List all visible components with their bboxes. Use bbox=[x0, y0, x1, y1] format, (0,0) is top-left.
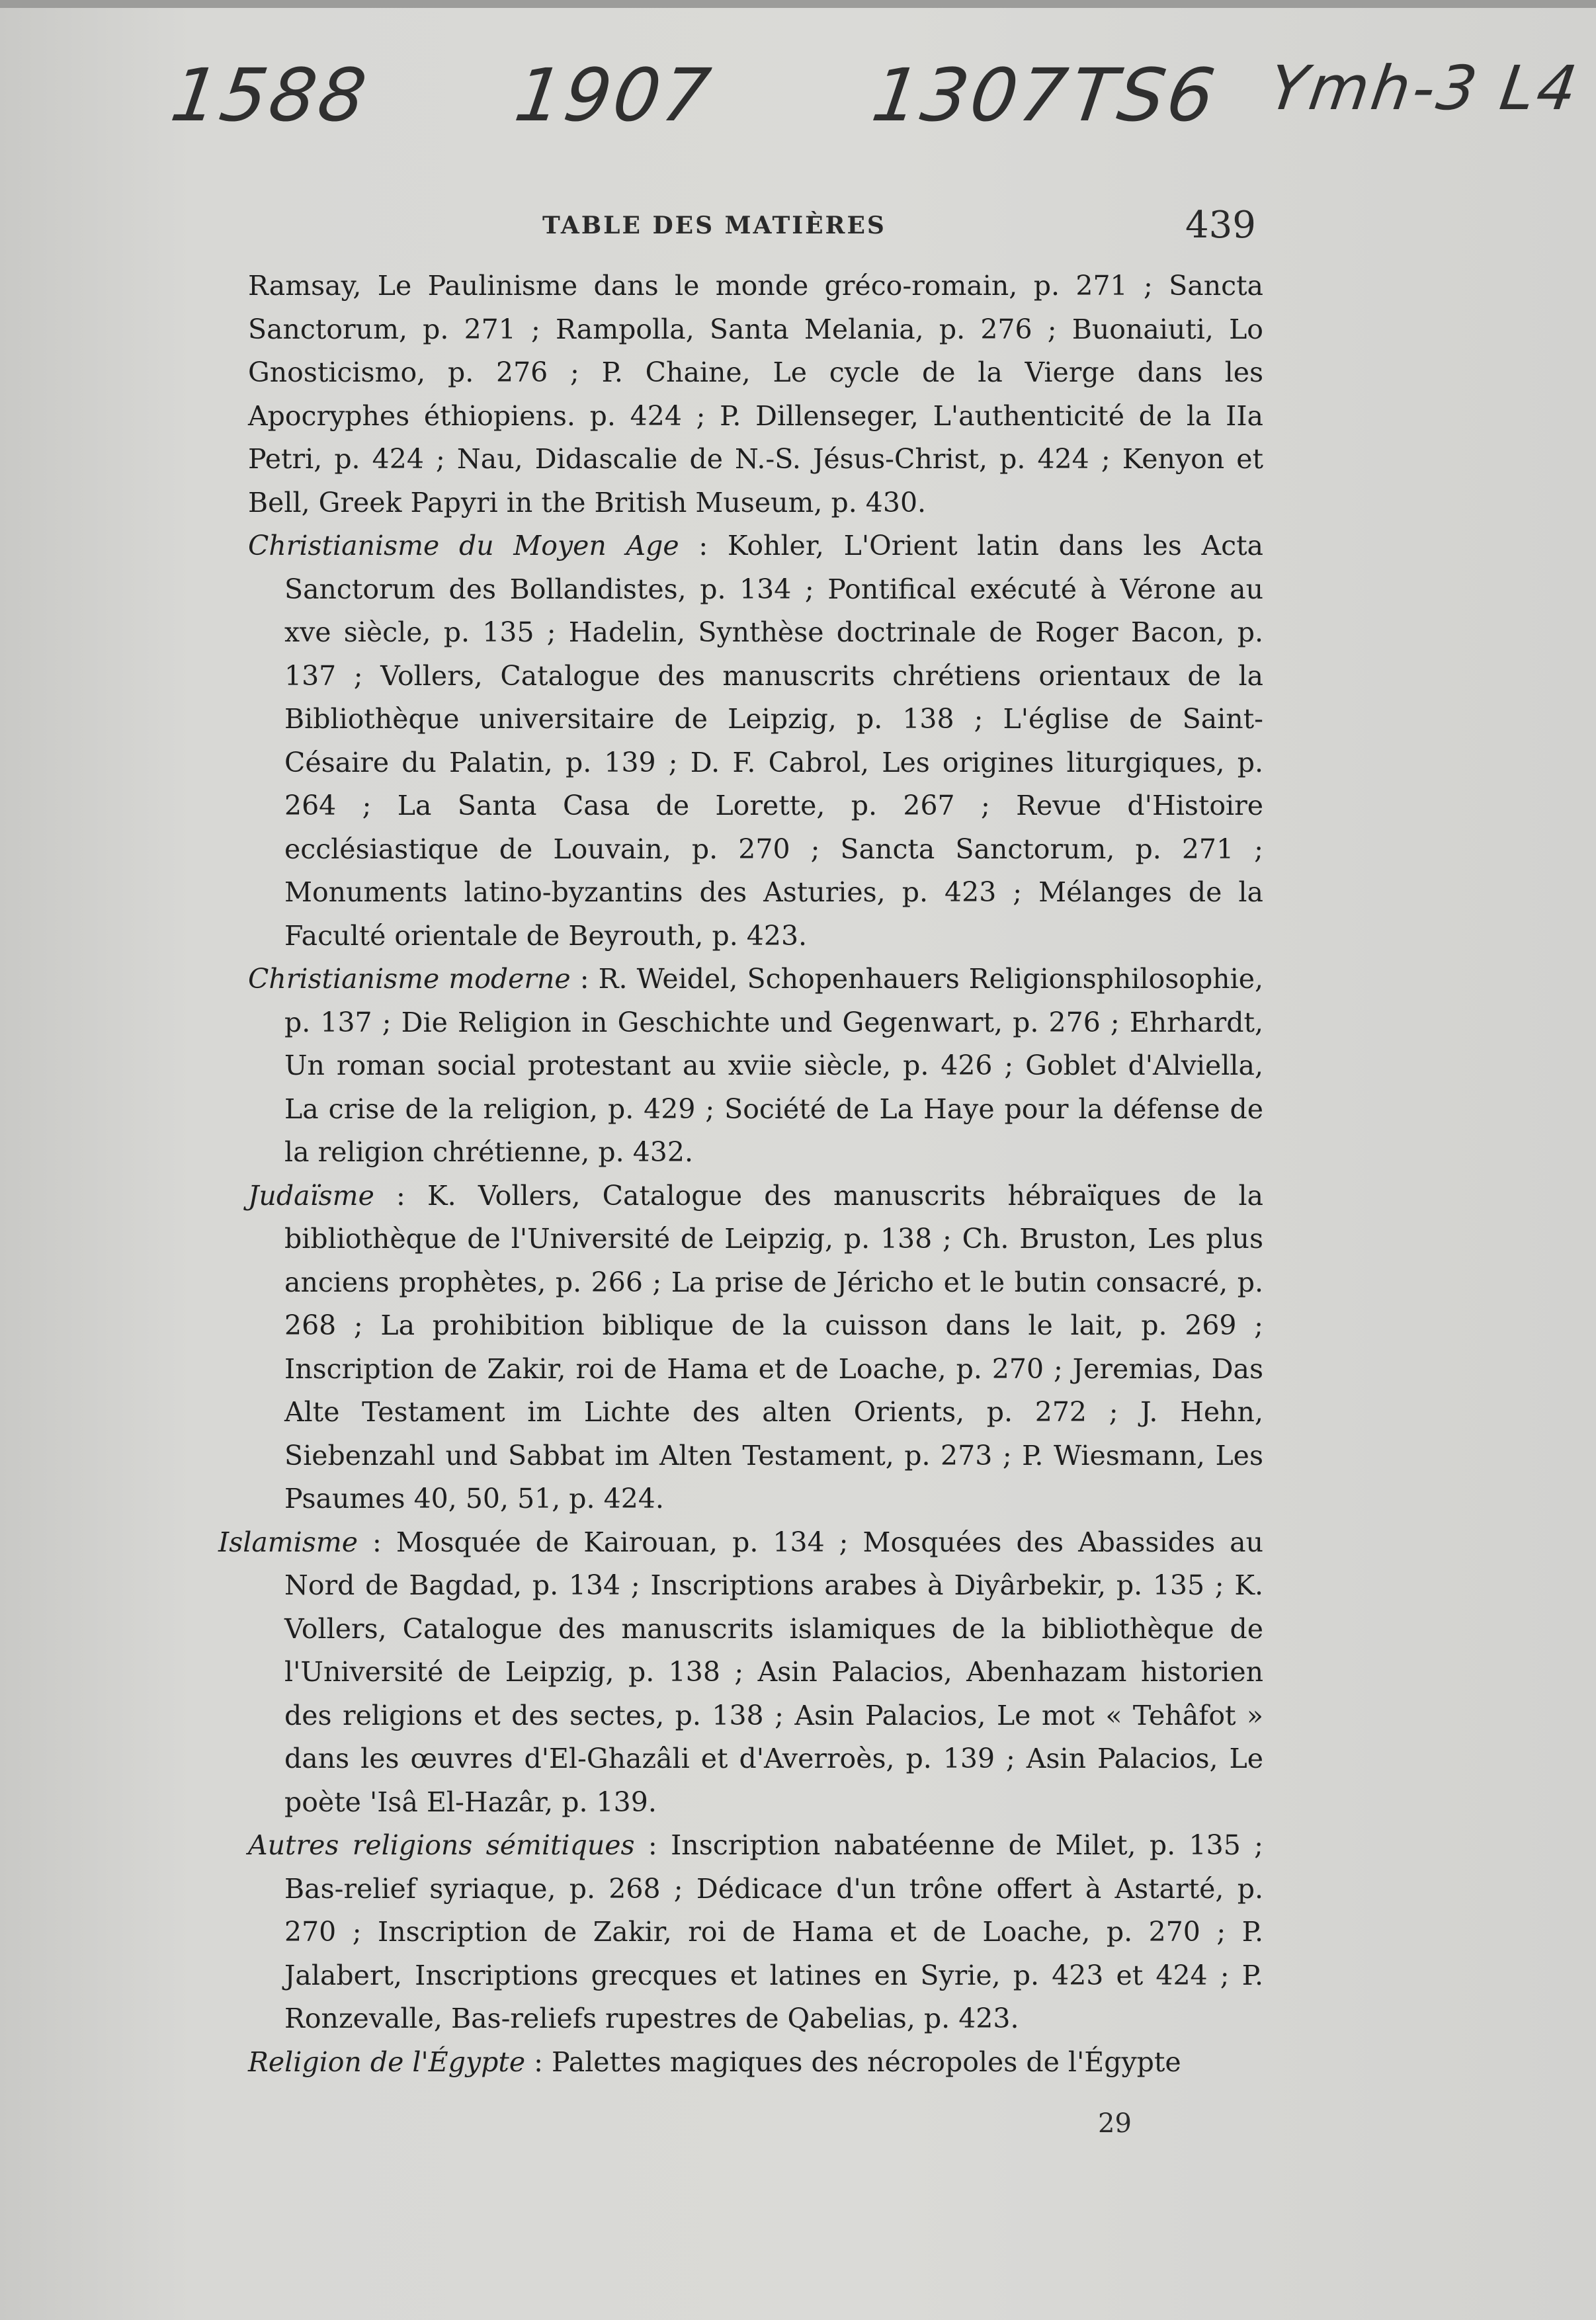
page-number: 439 bbox=[1185, 204, 1256, 247]
toc-entry-islamisme bbox=[218, 1521, 1263, 1825]
entry-text: : K. Vollers, Catalogue des manuscrits hébraïques de la bibliothèque de l'Université de Leipzig, p. 138 ; Ch. Bruston, Les plus anciens prophètes, p. 266 ; La prise de Jéricho et le butin consacré, p. 268 ; La prohibition biblique de la cuisson dans le lait, p. 269 ; Inscription de Zakir, roi de Hama et de Loache, p. 270 ; Jeremias, Das Alte Testament im Lichte des alten Orients, p. 272 ; J. Hehn, Siebenzahl und Sabbat im Alten Testament, p. 273 ; P. Wiesmann, Les Psaumes 40, 50, 51, p. 424. bbox=[284, 1179, 1263, 1514]
entry-label: Judaïsme bbox=[248, 1179, 374, 1212]
toc-entry-judaisme bbox=[248, 1175, 1263, 1521]
entry-text: : Inscription nabatéenne de Milet, p. 135 ; Bas-relief syriaque, p. 268 ; Dédicace d'un trône offert à Astarté, p. 270 ; Inscription de Zakir, roi de Hama et de Loache, p. 270 ; P. Jalabert, Inscriptions grecques et latines en Syrie, p. 423 et 424 ; P. Ronzevalle, Bas-reliefs rupestres de Qabelias, p. 423. bbox=[284, 1829, 1263, 2034]
entry-label: Christianisme du Moyen Age bbox=[248, 530, 679, 561]
entry-text: : R. Weidel, Schopenhauers Religionsphilosophie, p. 137 ; Die Religion in Geschichte und Gegenwart, p. 276 ; Ehrhardt, Un roman social protestant au xviie siècle, p. 426 ; Goblet d'Alviella, La crise de la religion, p. 429 ; Société de La Haye pour la défense de la religion chrétienne, p. 432. bbox=[284, 963, 1263, 1168]
entry-text: Ramsay, Le Paulinisme dans le monde gréco-romain, p. 271 ; Sancta Sanctorum, p. 271 ; Rampolla, Santa Melania, p. 276 ; Buonaiuti, Lo Gnosticismo, p. 276 ; P. Chaine, Le cycle de la Vierge dans les Apocryphes éthiopiens. p. 424 ; P. Dillenseger, L'authenticité de la IIa Petri, p. 424 ; Nau, Didascalie de N.-S. Jésus-Christ, p. 424 ; Kenyon et Bell, Greek Papyri in the British Museum, p. 430. bbox=[248, 270, 1263, 518]
running-title: TABLE DES MATIÈRES bbox=[542, 212, 886, 239]
handwritten-note-1: 1588 bbox=[166, 53, 374, 138]
entry-label: Autres religions sémitiques bbox=[248, 1829, 635, 1861]
signature-mark: 29 bbox=[1098, 2108, 1132, 2139]
handwritten-note-3: 1307 bbox=[867, 53, 1075, 138]
entry-text: : Palettes magiques des nécropoles de l'Égypte bbox=[525, 2046, 1181, 2078]
toc-entry-religion-egypte bbox=[248, 2041, 1263, 2085]
handwritten-note-2: 1907 bbox=[510, 53, 718, 138]
toc-entry-christianisme-moderne bbox=[248, 958, 1263, 1175]
entry-label: Islamisme bbox=[218, 1526, 358, 1558]
entry-label: Religion de l'Égypte bbox=[248, 2046, 526, 2078]
handwritten-note-5: Ymh-3 L4 bbox=[1265, 53, 1584, 124]
entry-text: : Mosquée de Kairouan, p. 134 ; Mosquées des Abassides au Nord de Bagdad, p. 134 ; Inscriptions arabes à Diyârbekir, p. 135 ; K. Vollers, Catalogue des manuscrits islamiques de la bibliothèque de l'Université de Leipzig, p. 138 ; Asin Palacios, Abenhazam historien des religions et des sectes, p. 138 ; Asin Palacios, Le mot « Tehâfot » dans les œuvres d'El-Ghazâli et d'Averroès, p. 139 ; Asin Palacios, Le poète 'Isâ El-Hazâr, p. 139. bbox=[284, 1526, 1263, 1818]
toc-entry-continuation bbox=[248, 265, 1263, 524]
page-top-edge bbox=[0, 0, 1596, 8]
table-of-contents-body bbox=[218, 265, 1263, 2084]
entry-label: Christianisme moderne bbox=[248, 963, 571, 995]
entry-text: : Kohler, L'Orient latin dans les Acta Sanctorum des Bollandistes, p. 134 ; Pontifical exécuté à Vérone au xve siècle, p. 135 ; Hadelin, Synthèse doctrinale de Roger Bacon, p. 137 ; Vollers, Catalogue des manuscrits chrétiens orientaux de la Bibliothèque universitaire de Leipzig, p. 138 ; L'église de Saint-Césaire du Palatin, p. 139 ; D. F. Cabrol, Les origines liturgiques, p. 264 ; La Santa Casa de Lorette, p. 267 ; Revue d'Histoire ecclésiastique de Louvain, p. 270 ; Sancta Sanctorum, p. 271 ; Monuments latino-byzantins des Asturies, p. 423 ; Mélanges de la Faculté orientale de Beyrouth, p. 423. bbox=[284, 530, 1263, 952]
handwritten-note-4: TS6 bbox=[1066, 53, 1223, 138]
toc-entry-christianisme-moyen-age bbox=[248, 524, 1263, 958]
toc-entry-autres-religions-semitiques bbox=[248, 1824, 1263, 2041]
